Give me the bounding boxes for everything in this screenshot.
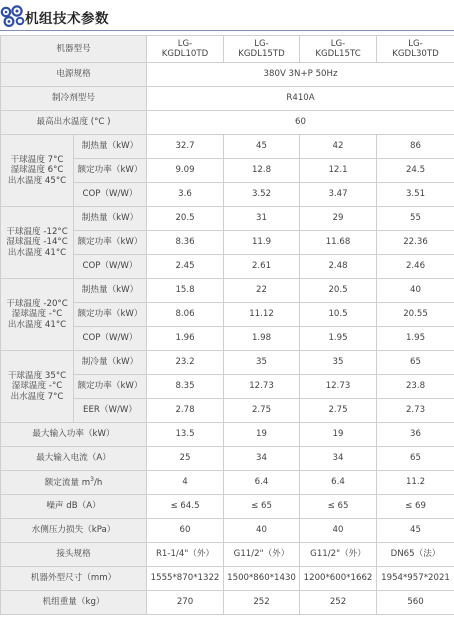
value-cell: G11/2"（外） <box>224 543 300 567</box>
value-cell: 3.47 <box>300 183 377 207</box>
model-label: 机器型号 <box>1 36 147 63</box>
value-cell: 13.5 <box>147 423 224 447</box>
gear-network-icon <box>0 4 26 28</box>
value-cell: 31 <box>224 207 300 231</box>
table-row <box>1 63 454 87</box>
value-cell: 42 <box>300 135 377 159</box>
table-row <box>1 351 454 375</box>
table-row <box>1 111 454 135</box>
value-cell: 25 <box>147 447 224 471</box>
value-cell: 45 <box>377 519 454 543</box>
row-label: COP（W/W） <box>74 255 147 279</box>
value-cell: 1954*957*2021 <box>377 567 454 591</box>
value-cell: 86 <box>377 135 454 159</box>
value-cell: 23.2 <box>147 351 224 375</box>
row-label <box>1 471 147 495</box>
value-cell: 2.75 <box>300 399 377 423</box>
row-label: 最大输入功率（kW） <box>1 423 147 447</box>
value-cell: 11.68 <box>300 231 377 255</box>
value-cell: 1.95 <box>300 327 377 351</box>
value-cell: 9.09 <box>147 159 224 183</box>
value-cell: 34 <box>300 447 377 471</box>
value-cell: 22.36 <box>377 231 454 255</box>
row-label: 机组重量（kg） <box>1 591 147 615</box>
section-header <box>0 0 454 34</box>
value-cell: 34 <box>224 447 300 471</box>
row-label: 制冷量（kW） <box>74 351 147 375</box>
row-label: 制热量（kW） <box>74 279 147 303</box>
row-label: 额定功率（kW） <box>74 303 147 327</box>
value-cell: 1500*860*1430 <box>224 567 300 591</box>
value-cell: 2.61 <box>224 255 300 279</box>
value-cell: 1.98 <box>224 327 300 351</box>
rated-flow-sup: 3 <box>90 476 94 484</box>
rated-flow-suffix: /h <box>93 478 103 489</box>
power-label: 电源规格 <box>1 63 147 87</box>
value-cell: 12.73 <box>224 375 300 399</box>
row-label: 额定功率（kW） <box>74 231 147 255</box>
condition-cell: 干球温度 35°C 湿球温度 -°C 出水温度 7°C <box>1 351 74 423</box>
value-cell: 11.2 <box>377 471 454 495</box>
page-title: 机组技术参数 <box>25 11 109 27</box>
value-cell: 12.73 <box>300 375 377 399</box>
value-cell: 11.9 <box>224 231 300 255</box>
row-label: 机器外型尺寸（mm） <box>1 567 147 591</box>
row-label: 噪声 dB（A） <box>1 495 147 519</box>
refrigerant-value: R410A <box>147 87 454 111</box>
value-cell: 29 <box>300 207 377 231</box>
value-cell: 11.12 <box>224 303 300 327</box>
max-water-temp-label: 最高出水温度 (°C ) <box>1 111 147 135</box>
value-cell: 2.45 <box>147 255 224 279</box>
value-cell: 6.4 <box>224 471 300 495</box>
table-row <box>1 495 454 519</box>
value-cell: 252 <box>224 591 300 615</box>
value-cell: 6.4 <box>300 471 377 495</box>
table-row <box>1 543 454 567</box>
value-cell: 3.52 <box>224 183 300 207</box>
table-row <box>1 591 454 615</box>
value-cell: 2.78 <box>147 399 224 423</box>
value-cell: 12.8 <box>224 159 300 183</box>
model-cell: LG- KGDL15TC <box>300 36 377 63</box>
value-cell: 2.48 <box>300 255 377 279</box>
value-cell: 3.6 <box>147 183 224 207</box>
row-label: 制热量（kW） <box>74 135 147 159</box>
value-cell: 8.36 <box>147 231 224 255</box>
value-cell: 2.73 <box>377 399 454 423</box>
value-cell: ≤ 69 <box>377 495 454 519</box>
value-cell: DN65（法） <box>377 543 454 567</box>
value-cell: 270 <box>147 591 224 615</box>
row-label: COP（W/W） <box>74 183 147 207</box>
value-cell: 2.75 <box>224 399 300 423</box>
table-row <box>1 447 454 471</box>
value-cell: 8.35 <box>147 375 224 399</box>
value-cell: 1200*600*1662 <box>300 567 377 591</box>
value-cell: 4 <box>147 471 224 495</box>
value-cell: 35 <box>300 351 377 375</box>
row-label: 最大输入电流（A） <box>1 447 147 471</box>
power-value: 380V 3N+P 50Hz <box>147 63 454 87</box>
value-cell: 19 <box>300 423 377 447</box>
row-label: COP（W/W） <box>74 327 147 351</box>
value-cell: ≤ 64.5 <box>147 495 224 519</box>
row-label: 额定功率（kW） <box>74 375 147 399</box>
value-cell: 15.8 <box>147 279 224 303</box>
value-cell: 20.55 <box>377 303 454 327</box>
value-cell: 1555*870*1322 <box>147 567 224 591</box>
title-divider <box>0 30 454 31</box>
condition-cell: 干球温度 -20°C 湿球温度 -°C 出水温度 41°C <box>1 279 74 351</box>
value-cell: 40 <box>300 519 377 543</box>
value-cell: 55 <box>377 207 454 231</box>
condition-cell: 干球温度 -12°C 湿球温度 -14°C 出水温度 41°C <box>1 207 74 279</box>
rated-flow-label: 额定流量 m <box>44 478 91 489</box>
value-cell: 3.51 <box>377 183 454 207</box>
value-cell: 10.5 <box>300 303 377 327</box>
row-label: 接头规格 <box>1 543 147 567</box>
value-cell: 45 <box>224 135 300 159</box>
value-cell: 40 <box>224 519 300 543</box>
row-label: EER（W/W） <box>74 399 147 423</box>
model-cell: LG- KGDL15TD <box>224 36 300 63</box>
value-cell: 8.06 <box>147 303 224 327</box>
table-row <box>1 567 454 591</box>
condition-cell: 干球温度 7°C 湿球温度 6°C 出水温度 45°C <box>1 135 74 207</box>
row-label: 水侧压力损失（kPa） <box>1 519 147 543</box>
value-cell: 60 <box>147 519 224 543</box>
value-cell: 22 <box>224 279 300 303</box>
value-cell: 252 <box>300 591 377 615</box>
value-cell: R1-1/4"（外） <box>147 543 224 567</box>
value-cell: 2.46 <box>377 255 454 279</box>
refrigerant-label: 制冷剂型号 <box>1 87 147 111</box>
value-cell: G11/2"（外） <box>300 543 377 567</box>
max-water-temp-value: 60 <box>147 111 454 135</box>
value-cell: 12.1 <box>300 159 377 183</box>
table-row <box>1 36 454 63</box>
value-cell: 65 <box>377 447 454 471</box>
table-row <box>1 423 454 447</box>
value-cell: 1.96 <box>147 327 224 351</box>
value-cell: 35 <box>224 351 300 375</box>
table-row <box>1 135 454 159</box>
value-cell: 40 <box>377 279 454 303</box>
table-row <box>1 279 454 303</box>
value-cell: 560 <box>377 591 454 615</box>
value-cell: 32.7 <box>147 135 224 159</box>
table-row <box>1 87 454 111</box>
value-cell: 65 <box>377 351 454 375</box>
value-cell: 20.5 <box>147 207 224 231</box>
table-row <box>1 207 454 231</box>
value-cell: 19 <box>224 423 300 447</box>
value-cell: 24.5 <box>377 159 454 183</box>
model-cell: LG- KGDL10TD <box>147 36 224 63</box>
model-cell: LG- KGDL30TD <box>377 36 454 63</box>
value-cell: 23.8 <box>377 375 454 399</box>
value-cell: 1.95 <box>377 327 454 351</box>
value-cell: 36 <box>377 423 454 447</box>
table-row <box>1 471 454 495</box>
row-label: 制热量（kW） <box>74 207 147 231</box>
value-cell: ≤ 65 <box>300 495 377 519</box>
value-cell: 20.5 <box>300 279 377 303</box>
row-label: 额定功率（kW） <box>74 159 147 183</box>
table-row <box>1 519 454 543</box>
value-cell: ≤ 65 <box>224 495 300 519</box>
spec-table <box>0 35 454 615</box>
